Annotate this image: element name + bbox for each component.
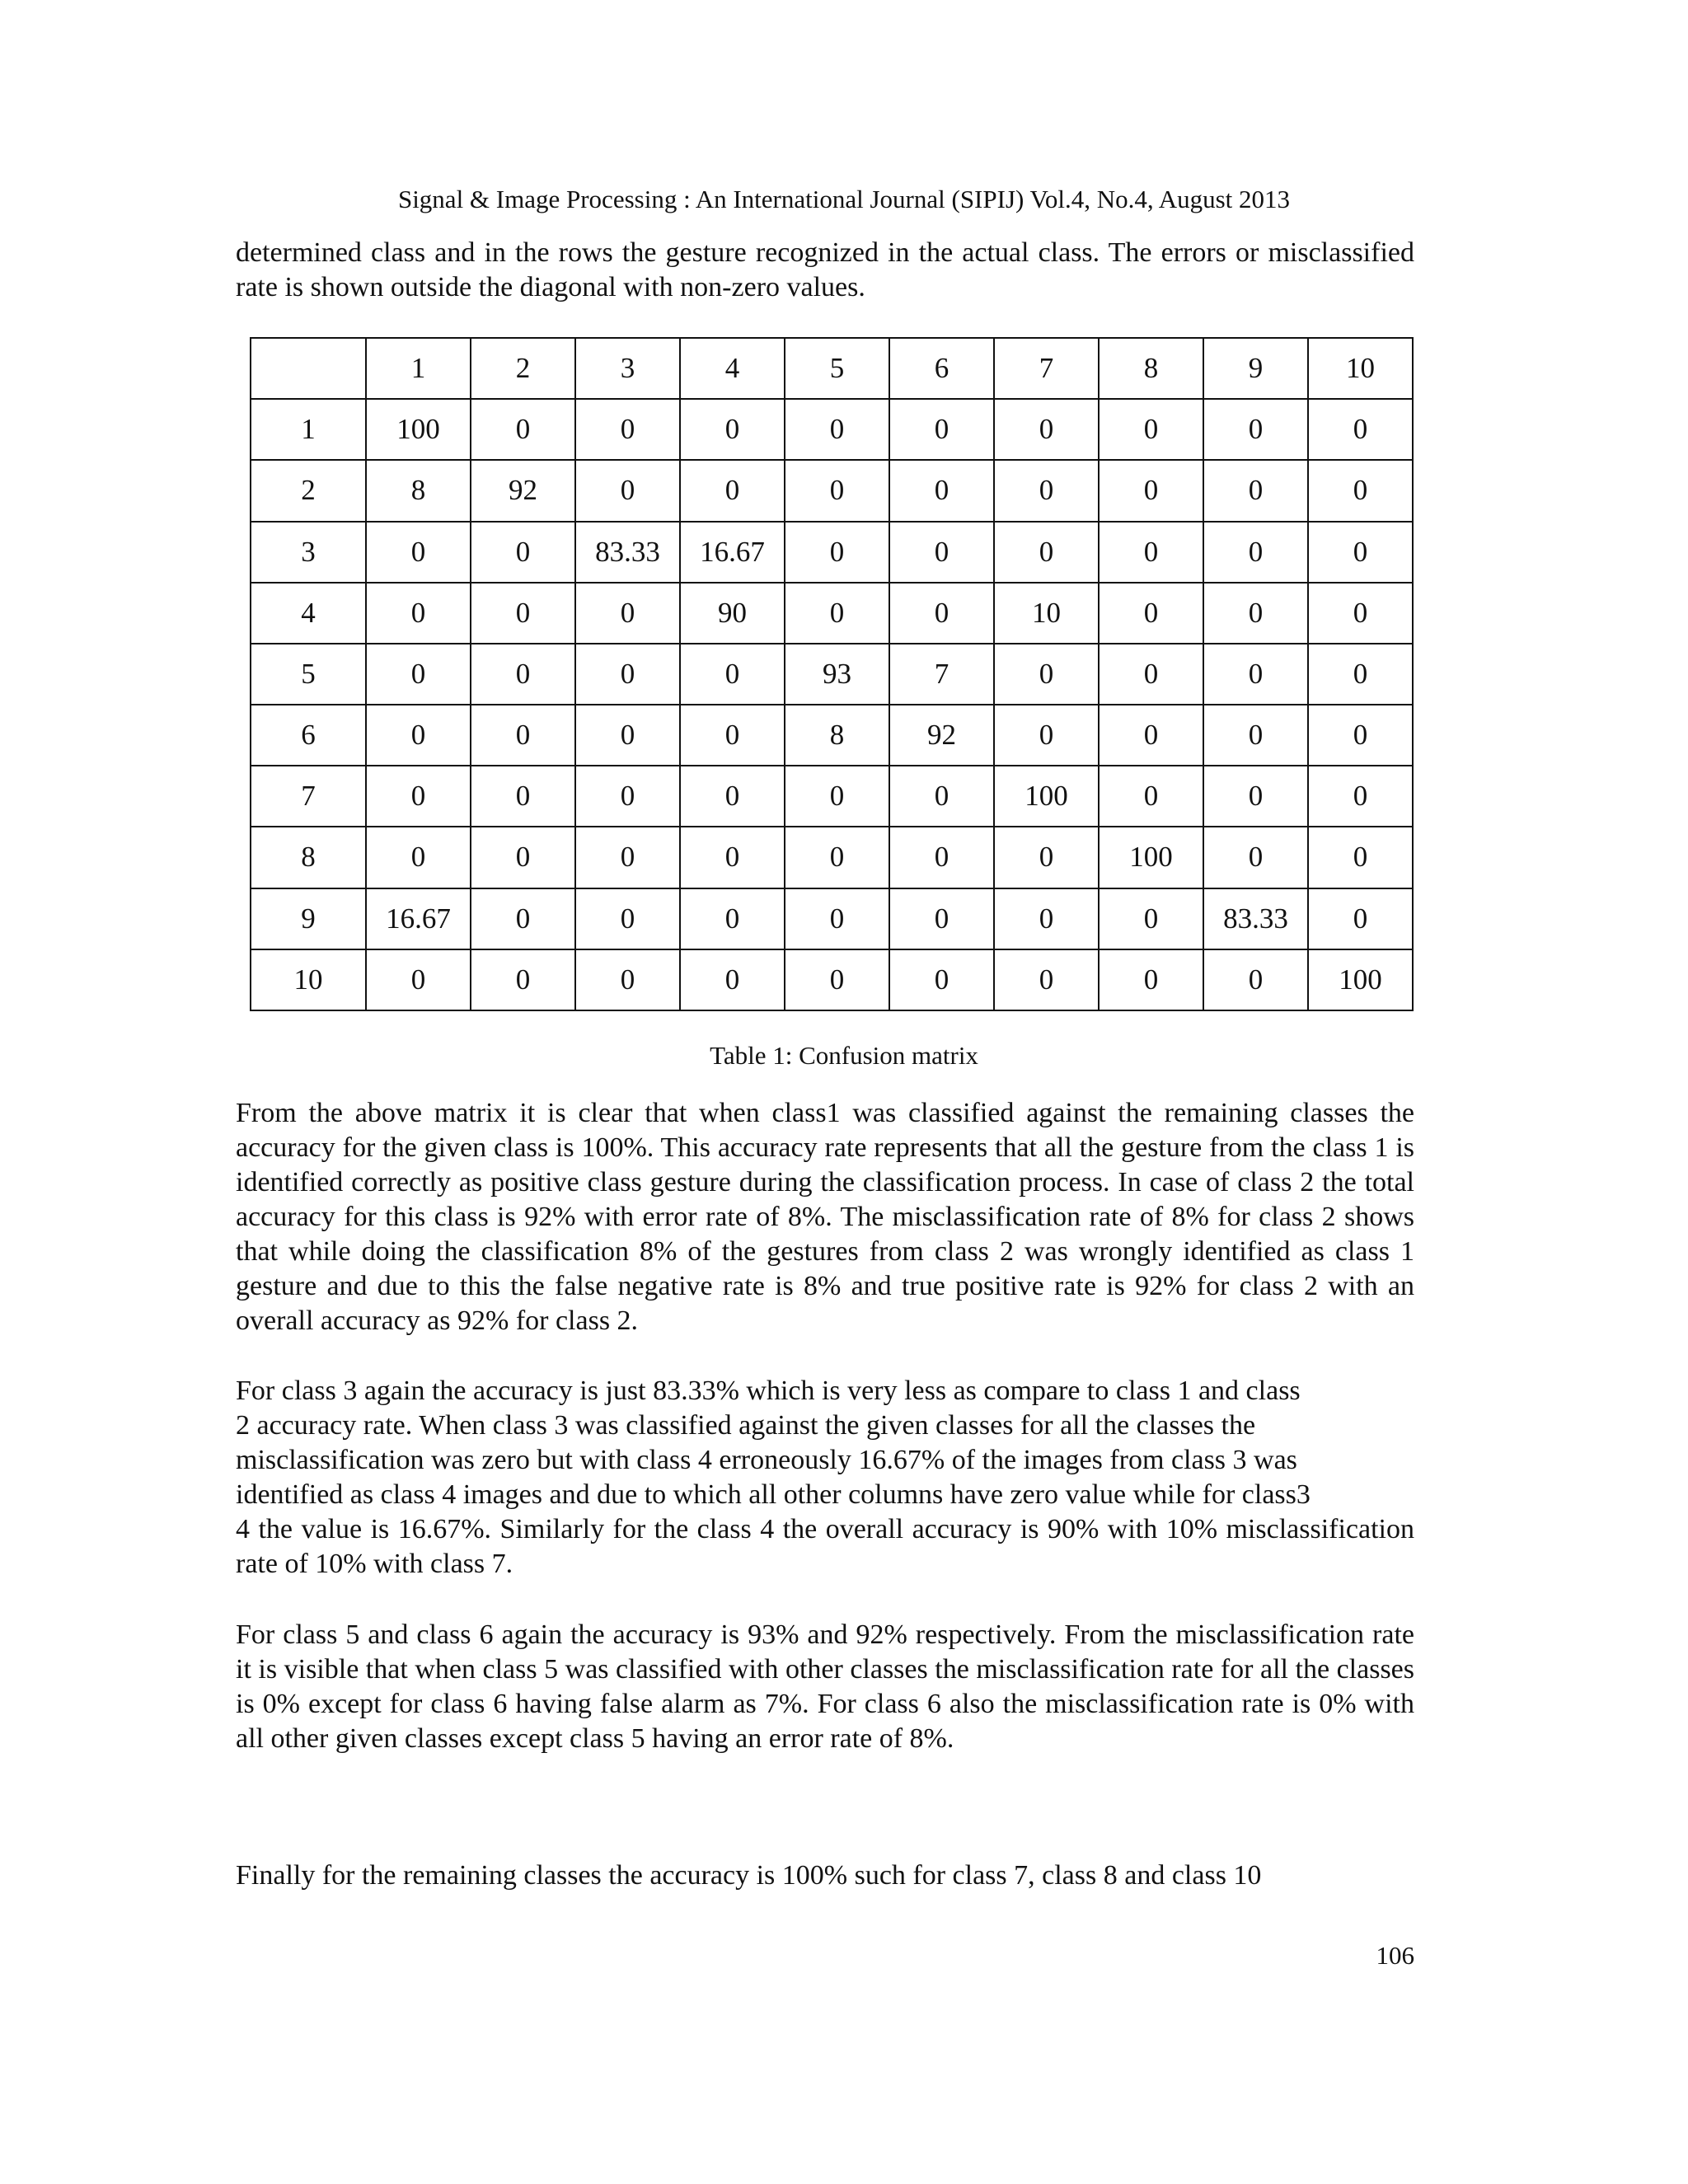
confusion-matrix-table (250, 337, 1414, 1011)
column-header-cell: 4 (680, 338, 785, 399)
table-cell: 0 (1203, 766, 1308, 827)
table-row (251, 522, 1413, 583)
table-cell: 83.33 (575, 522, 680, 583)
table-cell: 0 (785, 949, 889, 1010)
paragraph-class-5-6: For class 5 and class 6 again the accuracy is 93% and 92% respectively. From the misclassification rate it is visible that when class 5 was classified with other classes the misclassification rate for all the classes is 0% except for class 6 having false alarm as 7%. For class 6 also the misclassification rate is 0% with all other given classes except class 5 having an error rate of 8%. (236, 1619, 1414, 1754)
paragraph-line: 2 accuracy rate. When class 3 was classified against the given classes for all the classes the (236, 1410, 1256, 1441)
table-cell: 0 (471, 888, 575, 949)
table-cell: 0 (1099, 644, 1203, 705)
table-cell: 0 (471, 583, 575, 644)
table-cell: 0 (1099, 888, 1203, 949)
intro-paragraph: determined class and in the rows the gesture recognized in the actual class. The errors or misclassified rate is shown outside the diagonal with non-zero values. (236, 237, 1414, 302)
table-cell: 0 (575, 827, 680, 888)
table-row (251, 888, 1413, 949)
table-cell: 0 (1099, 460, 1203, 521)
table-cell: 0 (575, 460, 680, 521)
table-cell: 0 (1203, 399, 1308, 460)
table-cell: 0 (889, 827, 994, 888)
table-row (251, 705, 1413, 766)
table-cell: 92 (471, 460, 575, 521)
table-cell: 0 (680, 766, 785, 827)
table-row (251, 949, 1413, 1010)
table-cell: 16.67 (366, 888, 471, 949)
table-cell: 0 (785, 827, 889, 888)
table-cell: 0 (366, 522, 471, 583)
table-cell: 0 (994, 644, 1099, 705)
table-cell: 0 (471, 399, 575, 460)
table-cell: 83.33 (1203, 888, 1308, 949)
table-cell: 0 (1099, 705, 1203, 766)
table-cell: 0 (1308, 644, 1413, 705)
table-cell: 0 (575, 705, 680, 766)
table-cell: 0 (1203, 583, 1308, 644)
paragraph-class-1-2: From the above matrix it is clear that when class1 was classified against the remaining classes the accuracy for the given class is 100%. This accuracy rate represents that all the gesture from the class 1 is identified correctly as positive class gesture during the classification process. In case of class 2 the total accuracy for this class is 92% with error rate of 8%. The misclassification rate of 8% for class 2 shows that while doing the classification 8% of the gestures from class 2 was wrongly identified as class 1 gesture and due to this the false negative rate is 8% and true positive rate is 92% for class 2 with an overall accuracy as 92% for class 2. (236, 1098, 1414, 1336)
table-cell: 0 (785, 460, 889, 521)
table-cell: 0 (785, 399, 889, 460)
table-cell: 90 (680, 583, 785, 644)
table-corner-cell (251, 338, 366, 399)
table-cell: 0 (889, 888, 994, 949)
paragraph-class-3-4 (236, 1374, 1414, 1582)
table-cell: 10 (994, 583, 1099, 644)
table-cell: 0 (889, 583, 994, 644)
table-cell: 16.67 (680, 522, 785, 583)
table-cell: 0 (1308, 827, 1413, 888)
table-cell: 0 (575, 888, 680, 949)
table-cell: 0 (1099, 522, 1203, 583)
table-cell: 8 (785, 705, 889, 766)
table-cell: 0 (366, 827, 471, 888)
table-cell: 0 (785, 522, 889, 583)
row-label-cell: 3 (251, 522, 366, 583)
table-cell: 92 (889, 705, 994, 766)
table-cell: 0 (994, 522, 1099, 583)
table-cell: 0 (785, 766, 889, 827)
table-cell: 8 (366, 460, 471, 521)
paragraph-line: 4 the value is 16.67%. Similarly for the class 4 the overall accuracy is 90% with 10% misclassification rate of 10% with class 7. (236, 1514, 1414, 1579)
table-cell: 0 (680, 644, 785, 705)
table-row (251, 583, 1413, 644)
table-cell: 0 (1099, 583, 1203, 644)
table-row (251, 827, 1413, 888)
table-cell: 0 (575, 766, 680, 827)
table-cell: 0 (1203, 644, 1308, 705)
table-cell: 100 (1308, 949, 1413, 1010)
column-header-cell: 1 (366, 338, 471, 399)
table-cell: 0 (366, 705, 471, 766)
paragraph-line: identified as class 4 images and due to which all other columns have zero value while for class3 (236, 1479, 1311, 1510)
table-cell: 0 (889, 460, 994, 521)
running-header: Signal & Image Processing : An International Journal (SIPIJ) Vol.4, No.4, August 2013 (397, 185, 1291, 213)
table-cell: 100 (1099, 827, 1203, 888)
table-cell: 0 (471, 827, 575, 888)
column-header-cell: 7 (994, 338, 1099, 399)
row-label-cell: 10 (251, 949, 366, 1010)
table-row (251, 644, 1413, 705)
row-label-cell: 1 (251, 399, 366, 460)
table-cell: 0 (785, 888, 889, 949)
table-cell: 0 (994, 949, 1099, 1010)
table-cell: 0 (680, 399, 785, 460)
table-cell: 0 (680, 888, 785, 949)
table-cell: 0 (366, 583, 471, 644)
table-cell: 0 (994, 399, 1099, 460)
column-header-cell: 8 (1099, 338, 1203, 399)
table-cell: 93 (785, 644, 889, 705)
table-cell: 0 (1308, 583, 1413, 644)
table-row (251, 460, 1413, 521)
table-cell: 0 (575, 583, 680, 644)
table-cell: 0 (1203, 827, 1308, 888)
table-cell: 0 (575, 949, 680, 1010)
table-cell: 0 (1308, 399, 1413, 460)
row-label-cell: 4 (251, 583, 366, 644)
table-cell: 0 (785, 583, 889, 644)
column-header-cell: 2 (471, 338, 575, 399)
row-label-cell: 2 (251, 460, 366, 521)
table-cell: 0 (575, 644, 680, 705)
table-cell: 0 (1099, 399, 1203, 460)
paragraph-line: misclassification was zero but with class 4 erroneously 16.67% of the images from class 3 was (236, 1445, 1297, 1475)
table-cell: 0 (889, 399, 994, 460)
table-cell: 0 (575, 399, 680, 460)
table-cell: 0 (994, 460, 1099, 521)
table-cell: 0 (471, 644, 575, 705)
table-cell: 0 (1308, 888, 1413, 949)
paragraph-line: For class 3 again the accuracy is just 83.33% which is very less as compare to class 1 and class (236, 1376, 1301, 1406)
row-label-cell: 6 (251, 705, 366, 766)
table-cell: 100 (366, 399, 471, 460)
table-header-row (251, 338, 1413, 399)
row-label-cell: 8 (251, 827, 366, 888)
table-cell: 0 (471, 766, 575, 827)
table-cell: 0 (1203, 705, 1308, 766)
column-header-cell: 6 (889, 338, 994, 399)
column-header-cell: 5 (785, 338, 889, 399)
table-cell: 0 (889, 766, 994, 827)
column-header-cell: 9 (1203, 338, 1308, 399)
table-cell: 0 (1099, 949, 1203, 1010)
table-cell: 0 (889, 522, 994, 583)
column-header-cell: 3 (575, 338, 680, 399)
table-row (251, 766, 1413, 827)
table-cell: 0 (680, 705, 785, 766)
column-header-cell: 10 (1308, 338, 1413, 399)
table-cell: 0 (471, 949, 575, 1010)
table-cell: 0 (1308, 766, 1413, 827)
table-cell: 0 (994, 705, 1099, 766)
row-label-cell: 7 (251, 766, 366, 827)
table-cell: 0 (366, 644, 471, 705)
table-cell: 0 (1203, 522, 1308, 583)
page-number: 106 (1376, 1941, 1414, 1970)
table-cell: 100 (994, 766, 1099, 827)
table-cell: 0 (1099, 766, 1203, 827)
table-cell: 0 (994, 827, 1099, 888)
table-cell: 0 (889, 949, 994, 1010)
table-cell: 0 (1203, 949, 1308, 1010)
table-cell: 7 (889, 644, 994, 705)
row-label-cell: 5 (251, 644, 366, 705)
table-cell: 0 (994, 888, 1099, 949)
table-cell: 0 (366, 766, 471, 827)
table-cell: 0 (1308, 460, 1413, 521)
table-cell: 0 (680, 827, 785, 888)
table-row (251, 399, 1413, 460)
table-caption: Table 1: Confusion matrix (710, 1041, 978, 1070)
table-cell: 0 (1203, 460, 1308, 521)
paragraph-remaining-classes: Finally for the remaining classes the accuracy is 100% such for class 7, class 8 and class 10 (236, 1860, 1262, 1891)
table-cell: 0 (471, 522, 575, 583)
table-cell: 0 (1308, 522, 1413, 583)
table-cell: 0 (471, 705, 575, 766)
table-cell: 0 (680, 949, 785, 1010)
table-cell: 0 (1308, 705, 1413, 766)
row-label-cell: 9 (251, 888, 366, 949)
table-cell: 0 (366, 949, 471, 1010)
table-cell: 0 (680, 460, 785, 521)
